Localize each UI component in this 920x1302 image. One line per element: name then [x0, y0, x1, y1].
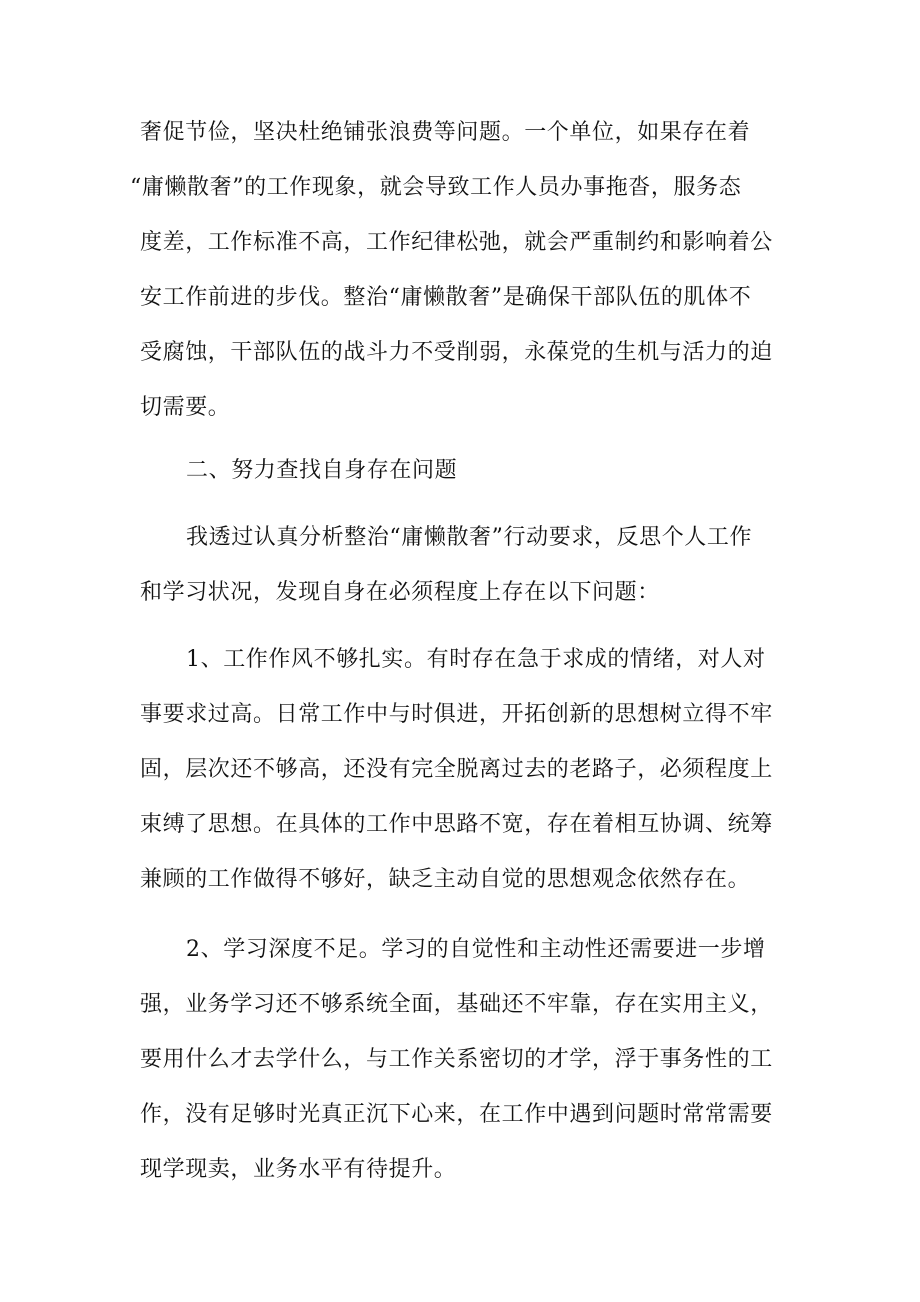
item-2-line-2: 强，业务学习还不够系统全面，基础还不牢靠，存在实用主义，: [140, 992, 773, 1017]
item-2-line-3: 要用什么才去学什么，与工作关系密切的才学，浮于事务性的工: [140, 1047, 773, 1072]
item-2-line-5: 现学现卖，业务水平有待提升。: [140, 1157, 457, 1182]
intro-line-2: “庸懒散奢”的工作现象，就会导致工作人员办事拖沓，服务态: [130, 175, 742, 200]
item-2-line-4: 作，没有足够时光真正沉下心来，在工作中遇到问题时常常需要: [140, 1102, 773, 1127]
intro-line-4: 安工作前进的步伐。整治“庸懒散奢”是确保干部队伍的肌体不: [140, 285, 752, 310]
item-2-line-1: 2、学习深度不足。学习的自觉性和主动性还需要进一步增: [186, 937, 766, 962]
intro-line-1: 奢促节俭，坚决杜绝铺张浪费等问题。一个单位，如果存在着: [140, 120, 751, 145]
analysis-line-1: 我透过认真分析整治“庸懒散奢”行动要求，反思个人工作: [186, 525, 753, 550]
intro-line-6: 切需要。: [140, 395, 231, 420]
item-1-line-4: 束缚了思想。在具体的工作中思路不宽，存在着相互协调、统筹: [140, 812, 773, 837]
section-heading: 二、努力查找自身存在问题: [186, 458, 458, 483]
item-1-line-2: 事要求过高。日常工作中与时俱进，开拓创新的思想树立得不牢: [140, 702, 773, 727]
item-1-line-5: 兼顾的工作做得不够好，缺乏主动自觉的思想观念依然存在。: [140, 867, 751, 892]
intro-line-5: 受腐蚀，干部队伍的战斗力不受削弱，永葆党的生机与活力的迫: [140, 340, 773, 365]
analysis-line-2: 和学习状况，发现自身在必须程度上存在以下问题：: [140, 580, 660, 605]
intro-line-3: 度差，工作标准不高，工作纪律松弛，就会严重制约和影响着公: [140, 230, 773, 255]
item-1-line-1: 1、工作作风不够扎实。有时存在急于求成的情绪，对人对: [186, 647, 766, 672]
item-1-line-3: 固，层次还不够高，还没有完全脱离过去的老路子，必须程度上: [140, 757, 773, 782]
